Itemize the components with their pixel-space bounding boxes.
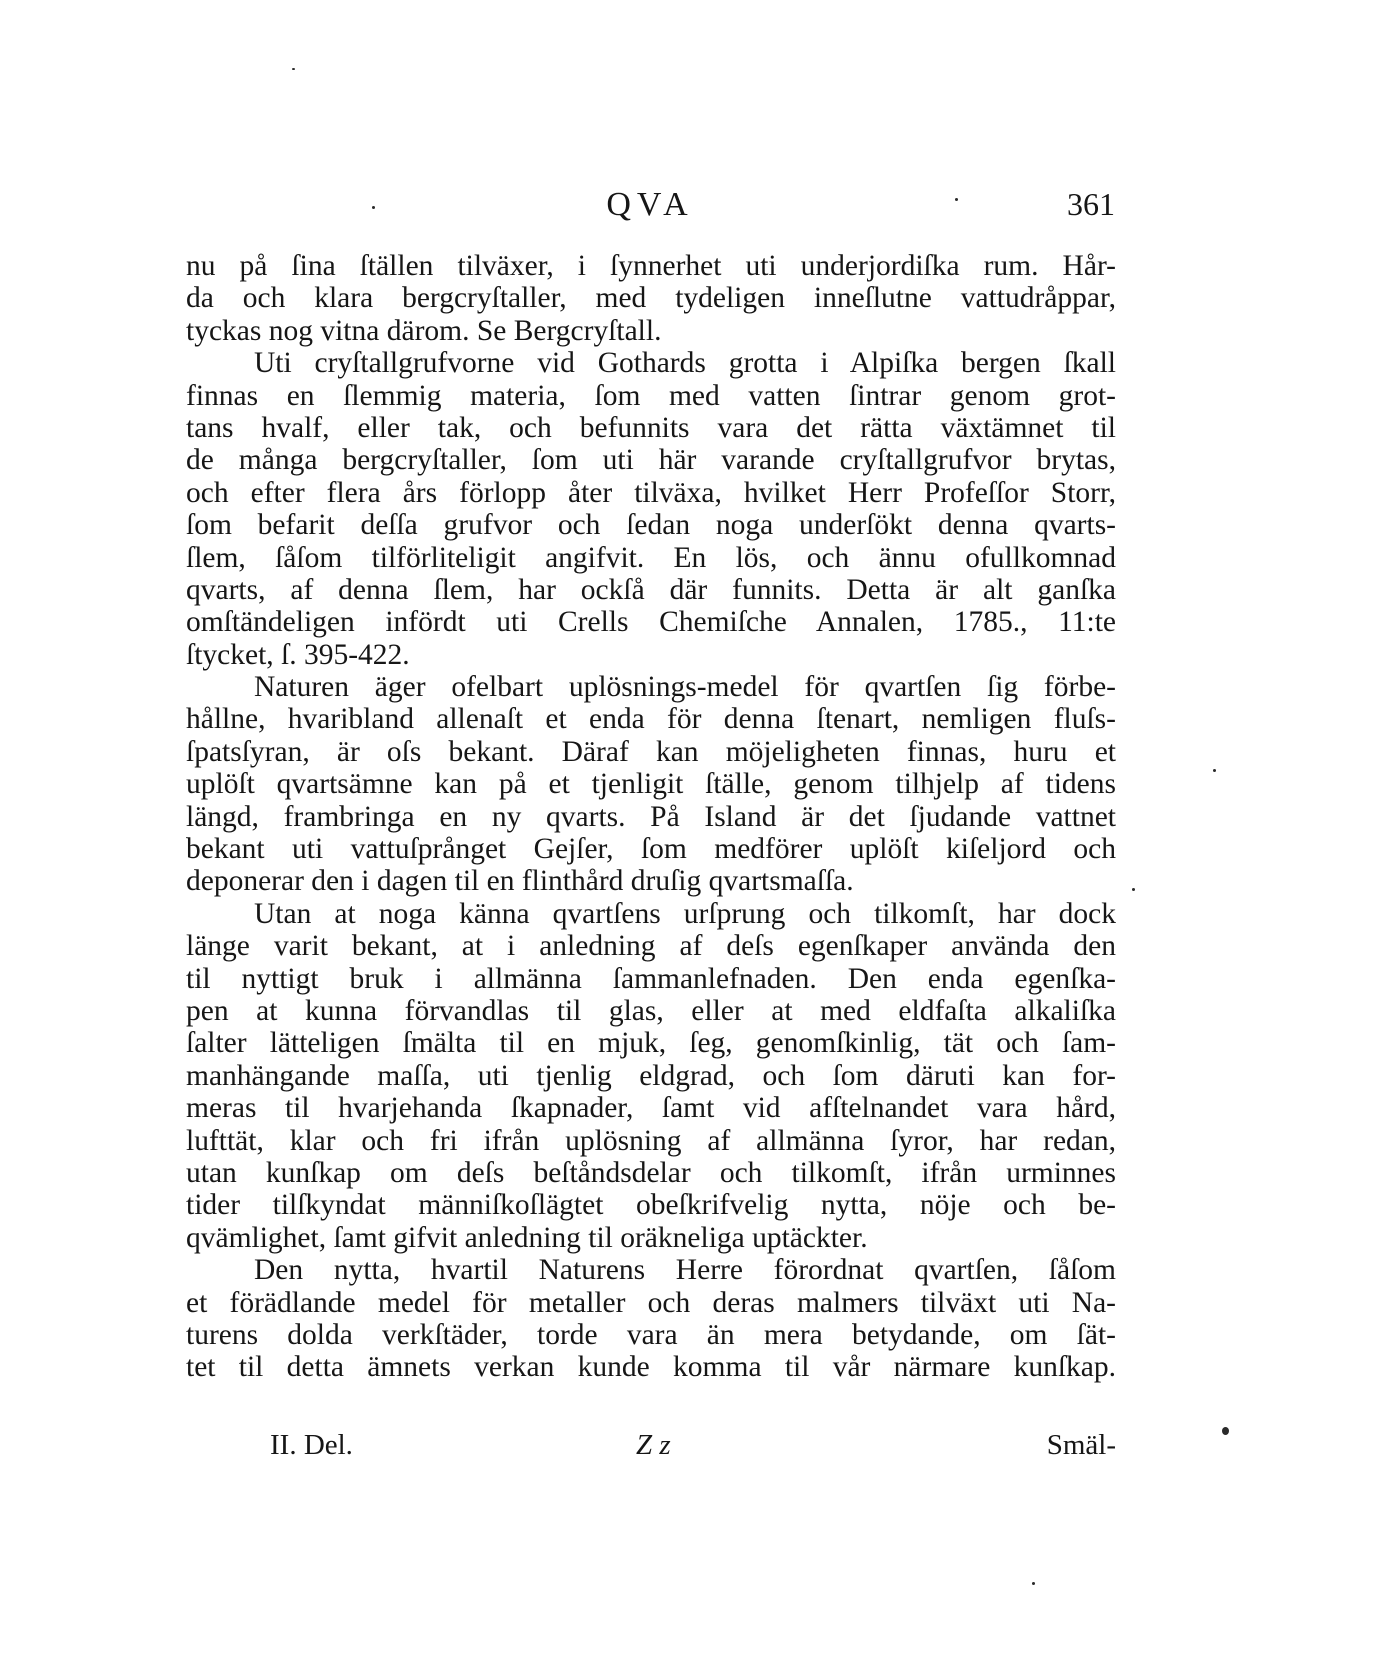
text-line: hållne, hvaribland allenaſt et enda för denna ſtenart, nemligen fluſs- [186, 703, 1116, 736]
text-line: Naturen äger ofelbart uplösnings-medel för qvartſen ſig förbe- [254, 671, 1116, 704]
volume-signature: II. Del. [270, 1429, 353, 1461]
text-line: nu på ſina ſtällen tilväxer, i ſynnerhet uti underjordiſka rum. Hår- [186, 250, 1116, 282]
text-line: ſalter lätteligen ſmälta til en mjuk, ſeg, genomſkinlig, tät och ſam- [186, 1027, 1116, 1060]
text-line: pen at kunna förvandlas til glas, eller at med eldfaſta alkaliſka [186, 994, 1116, 1027]
text-line: tans hvalf, eller tak, och befunnits vara det rätta växtämnet til [186, 411, 1116, 444]
scan-speck [1222, 1427, 1229, 1435]
scan-speck [372, 206, 375, 209]
text-line: turens dolda verkſtäder, torde vara än mera betydande, om ſät- [186, 1318, 1116, 1351]
text-line: til nyttigt bruk i allmänna ſammanlefnaden. Den enda egenſka- [186, 962, 1116, 995]
text-line: länge varit bekant, at i anledning af deſs egenſkaper använda den [186, 930, 1116, 963]
page-footer [186, 1429, 1116, 1465]
text-line: qvämlighet, ſamt gifvit anledning til oräkneliga uptäckter. [186, 1221, 868, 1254]
text-line: längd, frambringa en ny qvarts. På Island är det ſjudande vattnet [186, 800, 1116, 833]
text-line: tet til detta ämnets verkan kunde komma til vår närmare kunſkap. [186, 1351, 1116, 1384]
signature-mark: Z z [636, 1429, 671, 1461]
text-line: et förädlande medel för metaller och deras malmers tilväxt uti Na- [186, 1286, 1116, 1319]
page-number: 361 [1067, 186, 1115, 222]
text-line: ſtycket, ſ. 395-422. [186, 638, 410, 671]
text-line: Uti cryſtallgrufvorne vid Gothards grotta i Alpiſka bergen ſkall [254, 347, 1116, 380]
scan-speck [955, 198, 958, 201]
scan-speck [1032, 1582, 1035, 1585]
scan-speck [292, 68, 295, 70]
catchword: Smäl- [1046, 1429, 1116, 1461]
text-line: manhängande maſſa, uti tjenlig eldgrad, och ſom däruti kan for- [186, 1059, 1116, 1092]
text-line: tyckas nog vitna därom. Se Bergcryſtall. [186, 314, 662, 347]
text-line: uplöſt qvartsämne kan på et tjenligit ſtälle, genom tilhjelp af tidens [186, 768, 1116, 801]
running-head-title: QVA [606, 186, 694, 223]
text-line: lufttät, klar och fri ifrån uplösning af allmänna ſyror, har redan, [186, 1124, 1116, 1157]
text-line: utan kunſkap om deſs beſtåndsdelar och tilkomſt, ifrån urminnes [186, 1156, 1116, 1189]
text-line: qvarts, af denna ſlem, har ockſå där funnits. Detta är alt ganſka [186, 573, 1116, 606]
text-line: Den nytta, hvartil Naturens Herre förordnat qvartſen, ſåſom [254, 1254, 1116, 1287]
text-line: och efter flera års förlopp åter tilväxa, hvilket Herr Profeſſor Storr, [186, 476, 1116, 509]
text-line: de många bergcryſtaller, ſom uti här varande cryſtallgrufvor brytas, [186, 444, 1116, 477]
text-line: ſpatsſyran, är oſs bekant. Däraf kan möjeligheten finnas, huru et [186, 735, 1116, 768]
text-line: da och klara bergcryſtaller, med tydeligen inneſlutne vattudråppar, [186, 282, 1116, 315]
text-line: meras til hvarjehanda ſkapnader, ſamt vid afſtelnandet vara hård, [186, 1092, 1116, 1125]
running-head [185, 186, 1115, 226]
text-line: ſom befarit deſſa grufvor och ſedan noga underſökt denna qvarts- [186, 509, 1116, 542]
scan-speck [1132, 888, 1135, 891]
text-line: Utan at noga känna qvartſens urſprung och tilkomſt, har dock [254, 897, 1116, 930]
text-line: bekant uti vattuſprånget Gejſer, ſom medförer uplöſt kiſeljord och [186, 833, 1116, 866]
scan-speck [1213, 769, 1216, 772]
text-line: omſtändeligen infördt uti Crells Chemiſche Annalen, 1785., 11:te [186, 606, 1116, 639]
text-line: tider tilſkyndat männiſkoſlägtet obeſkrifvelig nytta, nöje och be- [186, 1189, 1116, 1222]
body-text [186, 250, 1116, 1384]
text-line: finnas en ſlemmig materia, ſom med vatten ſintrar genom grot- [186, 379, 1116, 412]
text-line: ſlem, ſåſom tilförliteligit angifvit. En lös, och ännu ofullkomnad [186, 541, 1116, 574]
text-line: deponerar den i dagen til en flinthård druſig qvartsmaſſa. [186, 865, 854, 898]
